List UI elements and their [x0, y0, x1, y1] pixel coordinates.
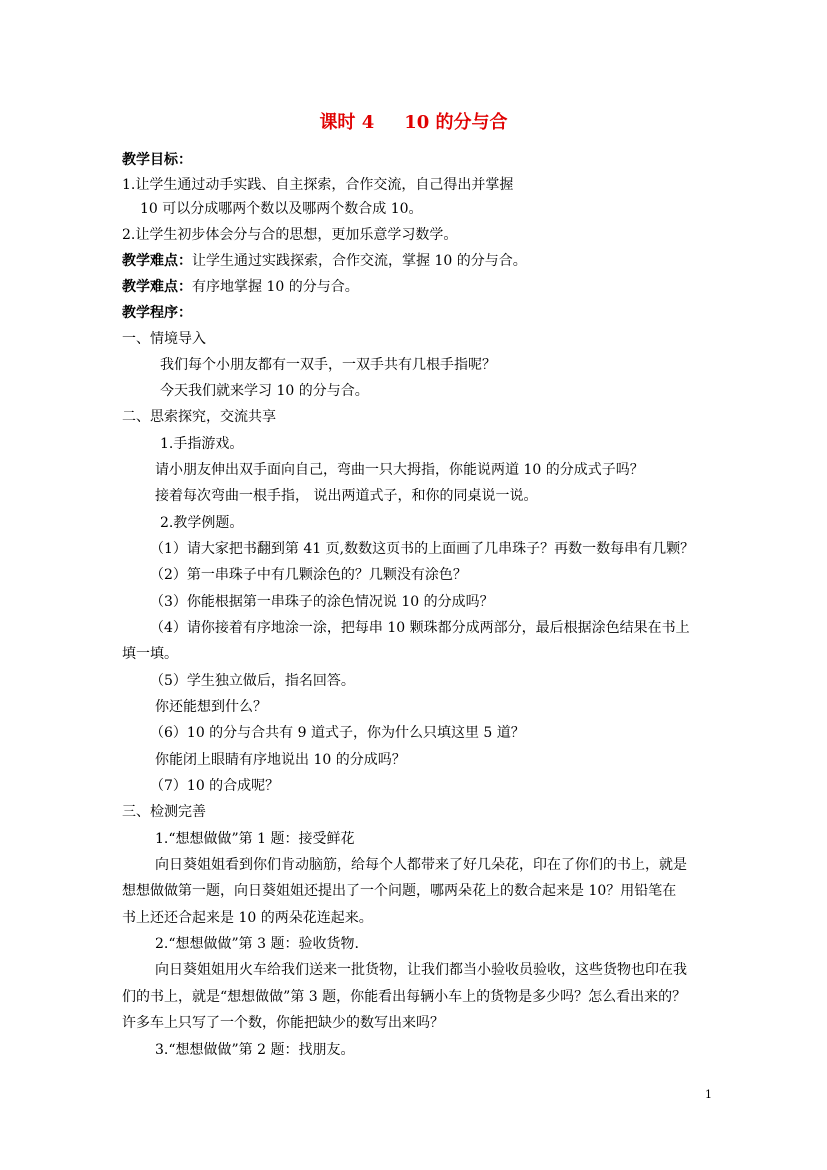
section-3-item-1-line-1: 向日葵姐姐看到你们肯动脑筋，给每个人都带来了好几朵花，印在了你们的书上，就是	[155, 857, 687, 873]
difficulty-2-label: 教学难点：	[122, 279, 192, 295]
section-3-item-1-line-2: 想想做做第一题，向日葵姐姐还提出了一个问题，哪两朵花上的数合起来是 10？用铅笔在	[122, 883, 677, 899]
example-step-7: （7）10 的合成呢？	[150, 778, 280, 794]
example-step-2: （2）第一串珠子中有几颗涂色的？几颗没有涂色？	[150, 567, 467, 583]
title-topic: 10 的分与合	[404, 112, 508, 133]
example-step-5: （5）学生独立做后，指名回答。	[150, 673, 355, 689]
section-2-paragraph-2: 接着每次弯曲一根手指， 说出两道式子，和你的同桌说一说。	[155, 488, 538, 504]
objective-2: 2.让学生初步体会分与合的思想，更加乐意学习数学。	[122, 227, 458, 243]
difficulty-1-label: 教学难点：	[122, 253, 192, 269]
difficulty-1-text: 让学生通过实践探索，合作交流，掌握 10 的分与合。	[192, 253, 527, 269]
section-3-item-2-line-1: 向日葵姐姐用火车给我们送来一批货物，让我们都当小验收员验收，这些货物也印在我	[155, 962, 687, 978]
section-1-paragraph-1: 我们每个小朋友都有一双手，一双手共有几根手指呢？	[160, 357, 496, 373]
objective-1-line-1: 1.让学生通过动手实践、自主探索，合作交流，自己得出并掌握	[122, 177, 514, 193]
objectives-heading: 教学目标：	[122, 152, 192, 168]
section-2-item-1: 1.手指游戏。	[160, 436, 244, 452]
section-2-item-2: 2.教学例题。	[160, 515, 244, 531]
example-step-3: （3）你能根据第一串珠子的涂色情况说 10 的分成吗？	[150, 594, 494, 610]
difficulty-1	[122, 251, 527, 271]
page-title	[0, 110, 827, 136]
example-step-5-question: 你还能想到什么？	[155, 699, 267, 715]
title-lesson-number: 课时 4	[319, 112, 375, 133]
page-number: 1	[705, 1088, 712, 1101]
section-1-heading: 一、情境导入	[122, 331, 206, 347]
section-3-item-2-line-2: 们的书上，就是“想想做做”第 3 题，你能看出每辆小车上的货物是多少吗？怎么看出来的？	[122, 989, 687, 1005]
example-step-4-line-2: 填一填。	[122, 646, 178, 662]
section-2-paragraph-1: 请小朋友伸出双手面向自己，弯曲一只大拇指，你能说两道 10 的分成式子吗？	[155, 462, 644, 478]
difficulty-2-text: 有序地掌握 10 的分与合。	[192, 279, 359, 295]
section-3-item-1-line-3: 书上还还合起来是 10 的两朵花连起来。	[122, 910, 373, 926]
section-3-heading: 三、检测完善	[122, 804, 206, 820]
difficulty-2	[122, 277, 359, 297]
section-2-heading: 二、思索探究，交流共享	[122, 409, 276, 425]
procedure-heading: 教学程序：	[122, 305, 192, 321]
example-step-6-question: 你能闭上眼睛有序地说出 10 的分成吗？	[155, 752, 406, 768]
objective-1-line-2: 10 可以分成哪两个数以及哪两个数合成 10。	[140, 201, 423, 217]
section-3-item-2-line-3: 许多车上只写了一个数，你能把缺少的数写出来吗？	[122, 1015, 444, 1031]
section-1-paragraph-2: 今天我们就来学习 10 的分与合。	[160, 383, 369, 399]
example-step-4-line-1: （4）请你接着有序地涂一涂，把每串 10 颗珠都分成两部分，最后根据涂色结果在书上	[150, 620, 690, 636]
example-step-1: （1）请大家把书翻到第 41 页,数数这页书的上面画了几串珠子？再数一数每串有几颗？	[150, 541, 695, 557]
section-3-item-1: 1.“想想做做”第 1 题：接受鲜花	[155, 831, 355, 847]
section-3-item-3: 3.“想想做做”第 2 题：找朋友。	[155, 1042, 355, 1058]
section-3-item-2: 2.“想想做做”第 3 题：验收货物.	[155, 936, 359, 952]
example-step-6: （6）10 的分与合共有 9 道式子，你为什么只填这里 5 道？	[150, 725, 525, 741]
